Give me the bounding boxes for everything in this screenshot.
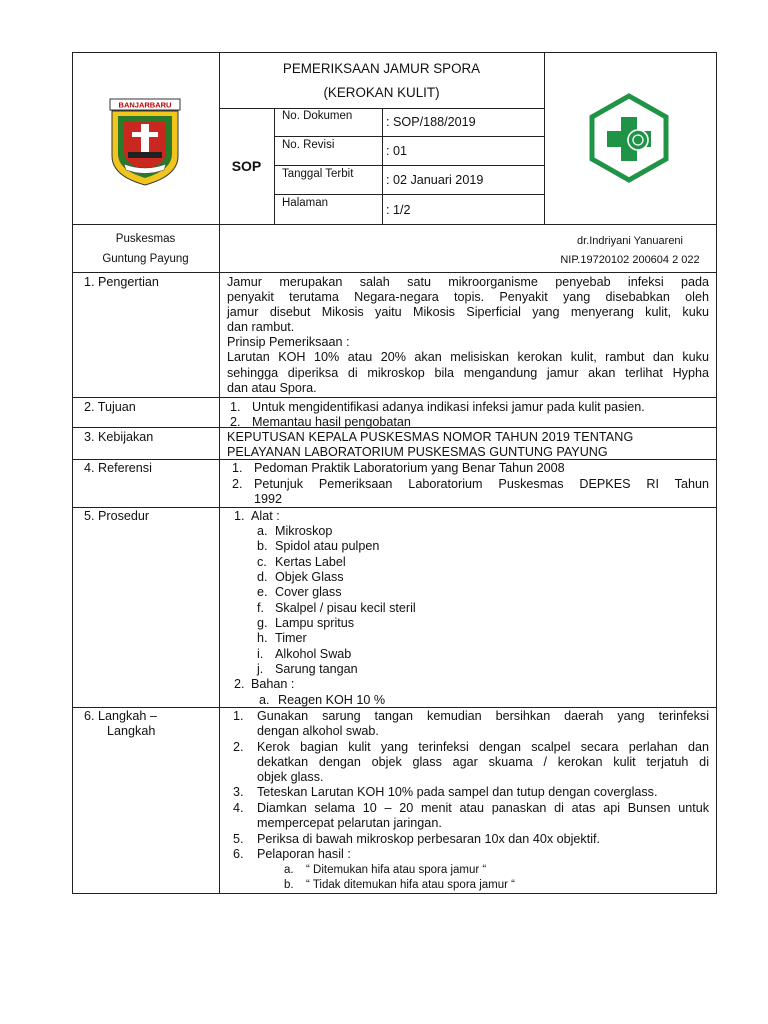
section-label-langkah: 6. Langkah – xyxy=(84,709,157,723)
doc-number-value: : SOP/188/2019 xyxy=(386,115,476,129)
logo-banjarbaru xyxy=(108,98,182,186)
page-label: Halaman xyxy=(282,197,329,209)
result-item: “ Ditemukan hifa atau spora jamur “ xyxy=(306,864,487,876)
issue-date-label: Tanggal Terbit xyxy=(282,168,354,180)
list-item: Untuk mengidentifikasi adanya indikasi infeksi jamur pada kulit pasien. xyxy=(252,400,645,414)
alat-item: Cover glass xyxy=(275,585,342,599)
step-text: objek glass. xyxy=(257,770,324,784)
alat-item: Timer xyxy=(275,631,307,645)
kebijakan-line-1: KEPUTUSAN KEPALA PUSKESMAS NOMOR TAHUN 2019 TENTANG xyxy=(227,430,634,444)
list-item: Pedoman Praktik Laboratorium yang Benar Tahun 2008 xyxy=(254,461,565,475)
list-item-cont: 1992 xyxy=(254,492,283,506)
step-text: Periksa di bawah mikroskop perbesaran 10x dan 40x objektif. xyxy=(257,832,601,846)
logo-puskesmas xyxy=(586,93,672,183)
step-text: Teteskan Larutan KOH 10% pada sampel dan tutup dengan coverglass. xyxy=(257,785,658,799)
alat-item: Sarung tangan xyxy=(275,662,358,676)
step-text: Kerok bagian kulit yang terinfeksi dengan scalpel secara perlahan dan xyxy=(257,740,709,754)
step-text: dengan alkohol swab. xyxy=(257,724,379,738)
list-item: Petunjuk Pemeriksaan Laboratorium Puskesmas DEPKES RI Tahun xyxy=(254,477,709,491)
step-text: dekatkan dengan objek glass agar skuama / kerokan kulit terjatuh di xyxy=(257,755,709,769)
title-line-2: (KEROKAN KULIT) xyxy=(323,85,440,100)
list-item: Memantau hasil pengobatan xyxy=(252,415,411,429)
svg-text:BANJARBARU: BANJARBARU xyxy=(118,100,172,110)
doc-number-label: No. Dokumen xyxy=(282,110,353,122)
bahan-item: Reagen KOH 10 % xyxy=(278,693,386,707)
list-number: 1. xyxy=(232,461,243,475)
alat-item: Alkohol Swab xyxy=(275,647,352,661)
alat-heading: Alat : xyxy=(251,509,280,523)
signer-nip: NIP.19720102 200604 2 022 xyxy=(560,254,700,266)
section-label-prosedur: 5. Prosedur xyxy=(84,509,150,523)
revision-value: : 01 xyxy=(386,144,408,158)
kebijakan-line-2: PELAYANAN LABORATORIUM PUSKESMAS GUNTUNG PAYUNG xyxy=(227,445,608,459)
page-value: : 1/2 xyxy=(386,203,411,217)
bahan-heading: Bahan : xyxy=(251,677,295,691)
alat-item: Skalpel / pisau kecil steril xyxy=(275,601,416,615)
step-text: mempercepat pelarutan jaringan. xyxy=(257,816,442,830)
step-text: Gunakan sarung tangan kemudian bersihkan daerah yang terinfeksi xyxy=(257,709,709,723)
section-label-referensi: 4. Referensi xyxy=(84,461,152,475)
list-number: 1. xyxy=(230,400,241,414)
step-text: Diamkan selama 10 – 20 menit atau panaskan di atas api Bunsen untuk xyxy=(257,801,709,815)
alat-item: Spidol atau pulpen xyxy=(275,539,380,553)
org-name-line-2: Guntung Payung xyxy=(102,253,189,265)
alat-item: Kertas Label xyxy=(275,555,346,569)
section-label-langkah-2: Langkah xyxy=(107,724,156,738)
revision-label: No. Revisi xyxy=(282,139,335,151)
section-label-pengertian: 1. Pengertian xyxy=(84,275,159,289)
list-number: 2. xyxy=(230,415,241,429)
section-label-tujuan: 2. Tujuan xyxy=(84,400,136,414)
section-label-kebijakan: 3. Kebijakan xyxy=(84,430,154,444)
alat-item: Mikroskop xyxy=(275,524,333,538)
issue-date-value: : 02 Januari 2019 xyxy=(386,173,484,187)
sop-label: SOP xyxy=(231,158,262,174)
step-text: Pelaporan hasil : xyxy=(257,847,351,861)
result-item: “ Tidak ditemukan hifa atau spora jamur “ xyxy=(306,879,516,891)
alat-item: Lampu spritus xyxy=(275,616,355,630)
list-number: 2. xyxy=(232,477,243,491)
alat-item: Objek Glass xyxy=(275,570,344,584)
title-line-1: PEMERIKSAAN JAMUR SPORA xyxy=(282,61,481,76)
org-name-line-1: Puskesmas xyxy=(115,233,176,245)
signer-name: dr.Indriyani Yanuareni xyxy=(577,235,683,247)
